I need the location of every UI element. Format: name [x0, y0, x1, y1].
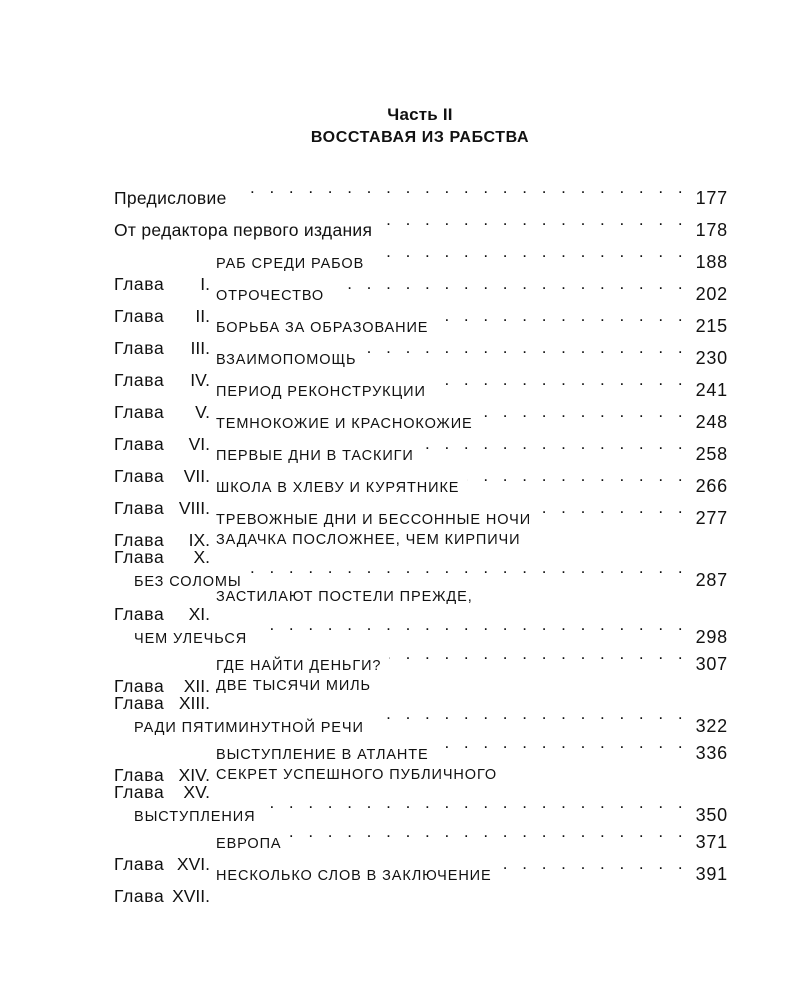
chapter-label: Глава: [114, 434, 165, 454]
chapter-number: XII.: [183, 676, 210, 696]
chapter-number: I.: [200, 274, 210, 294]
chapter-number: VII.: [183, 466, 210, 486]
dot-leader: [332, 268, 687, 300]
chapter-page: 391: [695, 864, 728, 884]
chapter-number: II.: [195, 306, 210, 326]
chapter-page: 298: [695, 627, 728, 647]
chapter-page: 258: [695, 444, 728, 464]
chapter-title: ОТРОЧЕСТВО: [216, 288, 325, 304]
chapter-title: НЕСКОЛЬКО СЛОВ В ЗАКЛЮЧЕНИЕ: [216, 868, 492, 884]
chapter-label: Глава: [114, 466, 165, 486]
chapter-title: РАБ СРЕДИ РАБОВ: [216, 256, 365, 272]
dot-leader: [437, 727, 688, 759]
chapter-title: ГДЕ НАЙТИ ДЕНЬГИ?: [216, 658, 382, 674]
dot-leader: [539, 492, 688, 524]
dot-leader: [364, 332, 687, 364]
chapter-label: Глава: [114, 782, 165, 802]
chapter-title-continued: ВЫСТУПЛЕНИЯ: [134, 809, 256, 825]
chapter-page: 336: [695, 743, 728, 763]
toc-entry-editor-note[interactable]: [114, 204, 728, 240]
chapter-page: 215: [695, 316, 728, 336]
chapter-number: XIII.: [178, 693, 210, 713]
chapter-label: Глава: [114, 274, 165, 294]
dot-leader: [481, 396, 688, 428]
chapter-number: IV.: [190, 370, 210, 390]
chapter-label: Глава: [114, 498, 165, 518]
chapter-label: Глава: [114, 693, 165, 713]
chapter-number: III.: [190, 338, 210, 358]
toc-entry-chapter-10[interactable]: [114, 527, 728, 590]
chapter-page: 266: [695, 476, 728, 496]
chapter-page: 350: [695, 805, 728, 825]
chapter-page: 307: [695, 654, 728, 674]
part-title: ВОССТАВАЯ ИЗ РАБСТВА: [310, 129, 530, 146]
chapter-title: ПЕРИОД РЕКОНСТРУКЦИИ: [216, 384, 426, 400]
part-label: Часть II: [387, 105, 453, 124]
chapter-number: XV.: [183, 782, 210, 802]
dot-leader: [500, 848, 688, 880]
chapter-label: Глава: [114, 886, 165, 906]
chapter-page: 371: [695, 832, 728, 852]
chapter-label: Глава: [114, 402, 165, 422]
chapter-title: ЗАДАЧКА ПОСЛОЖНЕЕ, ЧЕМ КИРПИЧИ: [216, 532, 521, 548]
toc-entry-page: 178: [695, 220, 728, 240]
toc-entry-title: От редактора первого издания: [114, 220, 373, 240]
chapter-page: 248: [695, 412, 728, 432]
chapter-label: Глава: [114, 854, 165, 874]
chapter-page: 202: [695, 284, 728, 304]
chapter-page: 322: [695, 716, 728, 736]
chapter-label: Глава: [114, 338, 165, 358]
toc-entry-chapter-13[interactable]: [114, 673, 728, 736]
chapter-title-continued: ЧЕМ УЛЕЧЬСЯ: [134, 631, 248, 647]
table-of-contents: [114, 172, 728, 906]
dot-leader: [467, 460, 687, 492]
dot-leader: [389, 638, 687, 670]
dot-leader: [235, 172, 688, 204]
chapter-number: VI.: [188, 434, 210, 454]
chapter-title-continued: БЕЗ СОЛОМЫ: [134, 574, 242, 590]
chapter-title: ВЫСТУПЛЕНИЕ В АТЛАНТЕ: [216, 747, 429, 763]
dot-leader: [250, 554, 688, 586]
dot-leader: [372, 236, 687, 268]
toc-entry-chapter-15[interactable]: [114, 762, 728, 825]
chapter-title: ТРЕВОЖНЫЕ ДНИ И БЕССОННЫЕ НОЧИ: [216, 512, 532, 528]
chapter-title: ВЗАИМОПОМОЩЬ: [216, 352, 357, 368]
chapter-label: Глава: [114, 530, 165, 550]
chapter-title: СЕКРЕТ УСПЕШНОГО ПУБЛИЧНОГО: [216, 767, 498, 783]
chapter-label: Глава: [114, 306, 165, 326]
toc-entry-page: 177: [695, 188, 728, 208]
chapter-title: ШКОЛА В ХЛЕВУ И КУРЯТНИКЕ: [216, 480, 460, 496]
chapter-title: ЕВРОПА: [216, 836, 282, 852]
chapter-label: Глава: [114, 604, 165, 624]
chapter-number: XI.: [188, 604, 210, 624]
toc-entry-title: Предисловие: [114, 188, 227, 208]
chapter-label: Глава: [114, 370, 165, 390]
chapter-title-continued: РАДИ ПЯТИМИНУТНОЙ РЕЧИ: [134, 720, 364, 736]
dot-leader: [422, 428, 688, 460]
dot-leader: [289, 816, 687, 848]
chapter-title: ДВЕ ТЫСЯЧИ МИЛЬ: [216, 678, 371, 694]
chapter-number: IX.: [188, 530, 210, 550]
chapter-number: XVI.: [176, 854, 210, 874]
chapter-title: ЗАСТИЛАЮТ ПОСТЕЛИ ПРЕЖДЕ,: [216, 589, 473, 605]
chapter-title: ТЕМНОКОЖИЕ И КРАСНОКОЖИЕ: [216, 416, 473, 432]
dot-leader: [436, 300, 687, 332]
chapter-number: X.: [193, 547, 210, 567]
chapter-title: БОРЬБА ЗА ОБРАЗОВАНИЕ: [216, 320, 429, 336]
chapter-page: 230: [695, 348, 728, 368]
dot-leader: [380, 204, 687, 236]
toc-entry-preface[interactable]: [114, 172, 728, 208]
chapter-title: ПЕРВЫЕ ДНИ В ТАСКИГИ: [216, 448, 414, 464]
chapter-number: VIII.: [178, 498, 210, 518]
toc-entry-chapter-11[interactable]: [114, 584, 728, 647]
toc-entry-chapter-17[interactable]: [114, 848, 728, 906]
chapter-page: 188: [695, 252, 728, 272]
chapter-number: V.: [195, 402, 210, 422]
chapter-label: Глава: [114, 676, 165, 696]
part-header: [0, 104, 800, 150]
dot-leader: [434, 364, 688, 396]
chapter-label: Глава: [114, 765, 165, 785]
chapter-page: 287: [695, 570, 728, 590]
chapter-number: XVII.: [172, 886, 210, 906]
chapter-number: XIV.: [178, 765, 210, 785]
chapter-page: 241: [695, 380, 728, 400]
chapter-page: 277: [695, 508, 728, 528]
chapter-label: Глава: [114, 547, 165, 567]
